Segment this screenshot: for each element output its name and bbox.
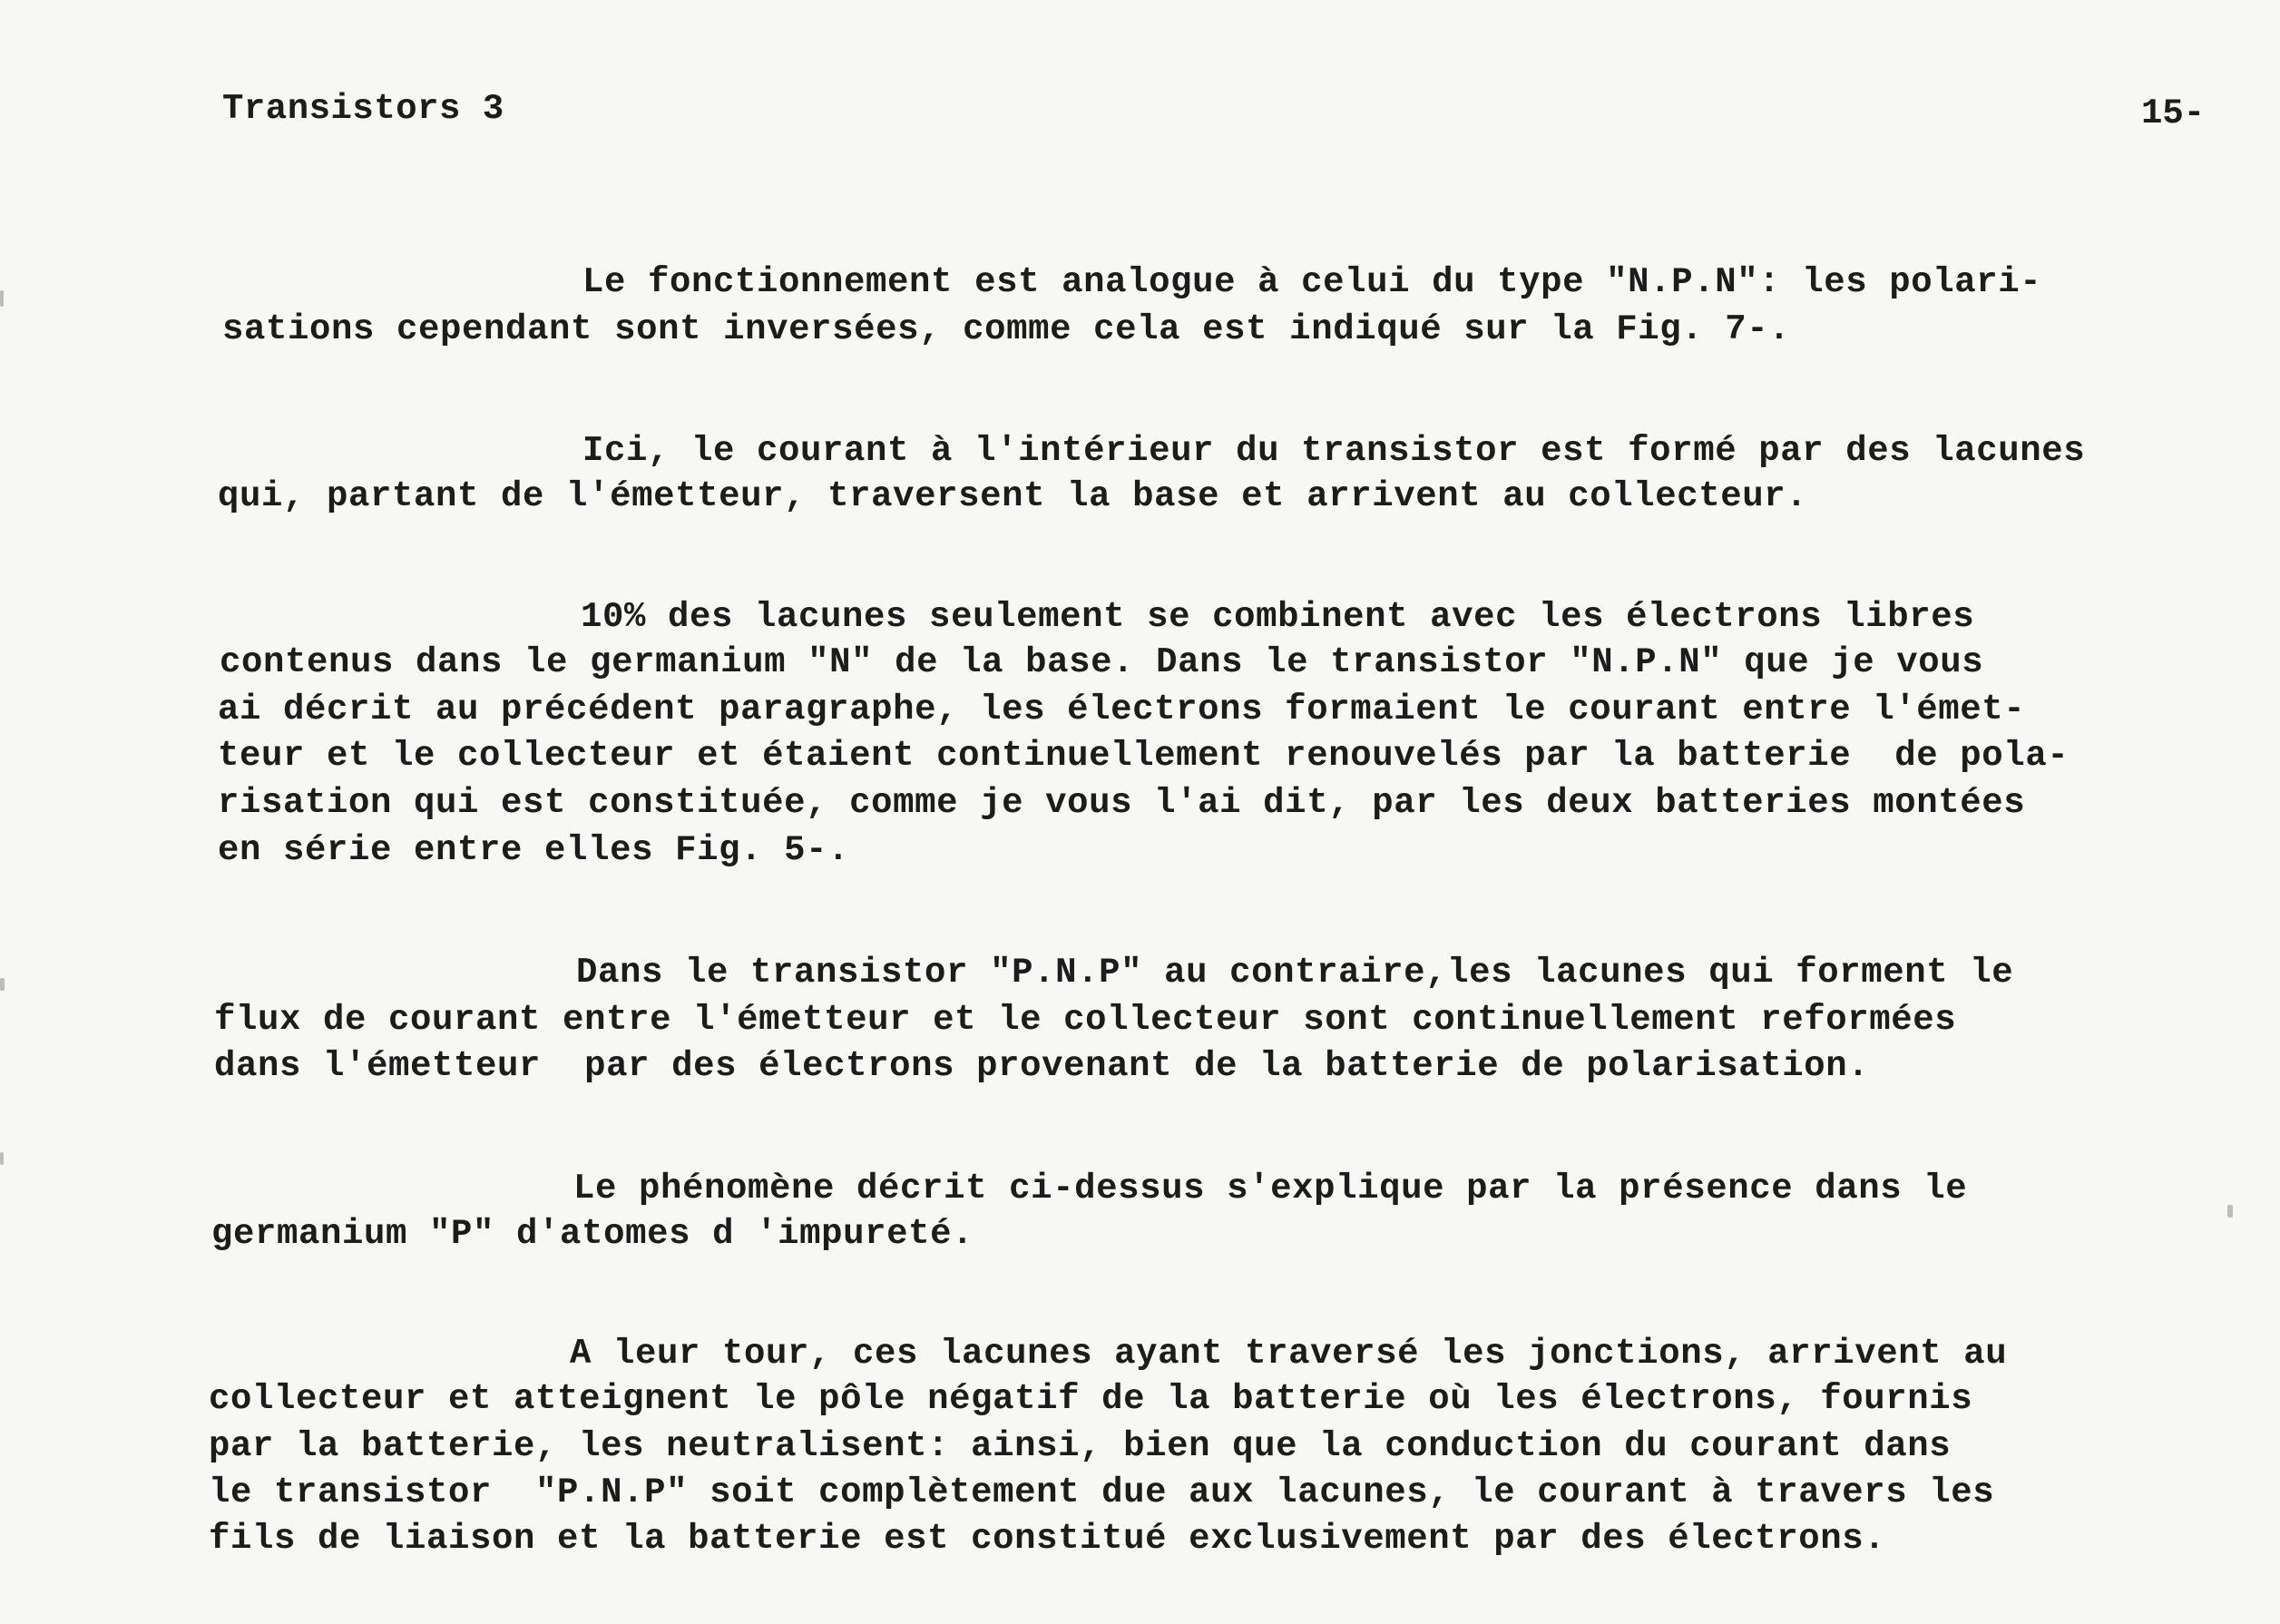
paragraph-line: par la batterie, les neutralisent: ainsi, bien que la conduction du courant dans (209, 1426, 1952, 1466)
paragraph-line: flux de courant entre l'émetteur et le collecteur sont continuellement reformées (214, 1000, 1957, 1040)
paragraph-line: ai décrit au précédent paragraphe, les électrons formaient le courant entre l'émet- (218, 690, 2026, 729)
paragraph-line: le transistor "P.N.P" soit complètement due aux lacunes, le courant à travers les (209, 1472, 1995, 1512)
paragraph-line: sations cependant sont inversées, comme cela est indiqué sur la Fig. 7-. (222, 309, 1791, 349)
paragraph-line: germanium "P" d'atomes d 'impureté. (211, 1214, 974, 1254)
paragraph-line: dans l'émetteur par des électrons provenant de la batterie de polarisation. (214, 1046, 1870, 1086)
paragraph-line: teur et le collecteur et étaient continuellement renouvelés par la batterie de pola- (218, 736, 2070, 776)
scan-mark (0, 290, 4, 307)
paragraph-line: collecteur et atteignent le pôle négatif de la batterie où les électrons, fournis (209, 1379, 1973, 1419)
scan-mark (0, 978, 5, 991)
paragraph-line: Le phénomène décrit ci-dessus s'explique par la présence dans le (573, 1169, 1968, 1208)
paragraph-line: fils de liaison et la batterie est constitué exclusivement par des électrons. (209, 1519, 1886, 1559)
paragraph-line: qui, partant de l'émetteur, traversent la base et arrivent au collecteur. (218, 476, 1808, 516)
paragraph-line: en série entre elles Fig. 5-. (218, 830, 850, 870)
page-number: 15- (2141, 93, 2206, 133)
paragraph-line: 10% des lacunes seulement se combinent avec les électrons libres (581, 597, 1975, 637)
paragraph-line: Le fonctionnement est analogue à celui du type "N.P.N": les polari- (582, 262, 2042, 302)
scan-mark (2227, 1205, 2233, 1218)
paragraph-line: contenus dans le germanium "N" de la base. Dans le transistor "N.P.N" que je vous (220, 642, 1984, 682)
paragraph-line: Dans le transistor "P.N.P" au contraire,les lacunes qui forment le (576, 953, 2014, 993)
paragraph-line: A leur tour, ces lacunes ayant traversé les jonctions, arrivent au (570, 1334, 2008, 1374)
scan-mark (0, 1152, 4, 1165)
header-title: Transistors 3 (222, 89, 504, 129)
paragraph-line: Ici, le courant à l'intérieur du transistor est formé par des lacunes (582, 431, 2086, 471)
paragraph-line: risation qui est constituée, comme je vous l'ai dit, par les deux batteries montées (218, 783, 2026, 823)
